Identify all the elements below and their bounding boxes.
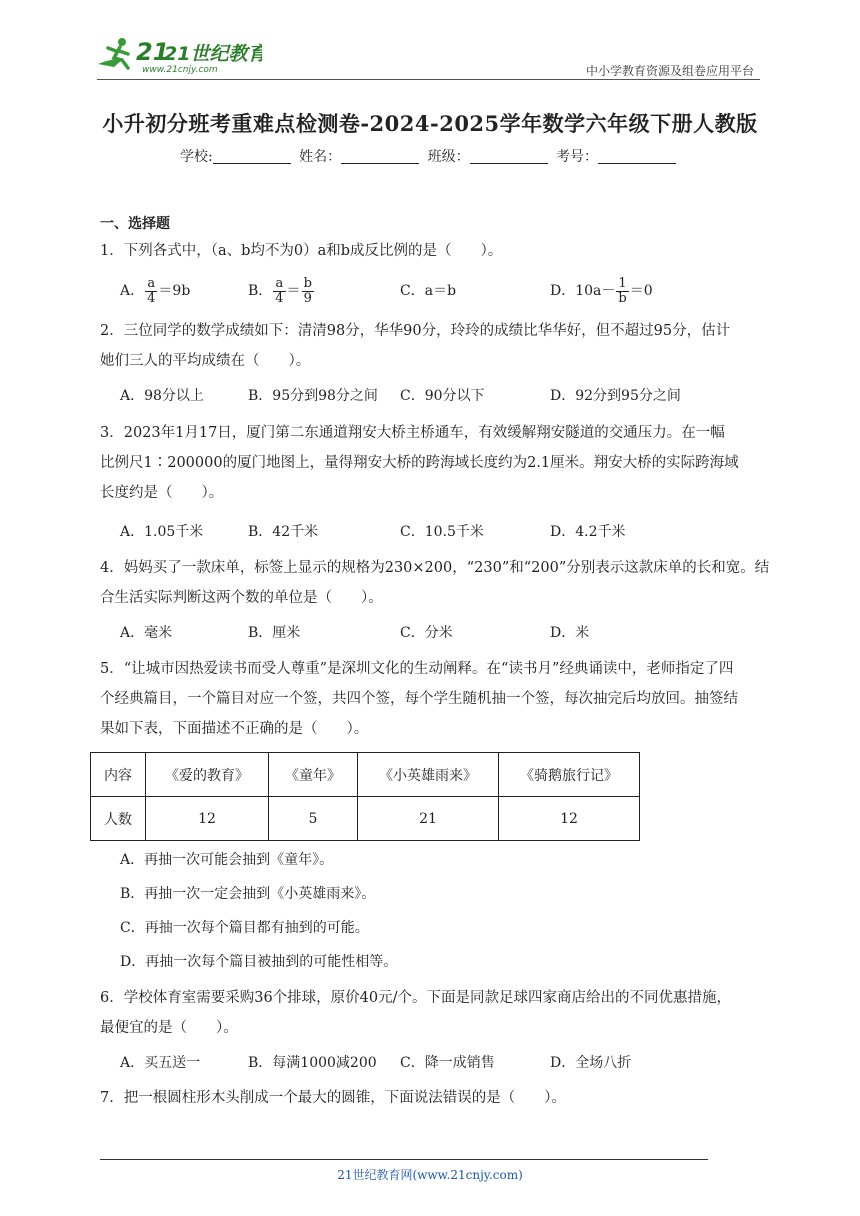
option-d[interactable]: D．10a－ $\frac{1}{b}$ ＝0 [550,275,653,306]
table-row [91,797,640,841]
table-cell: 《童年》 [269,753,358,797]
option-d[interactable]: D．再抽一次每个篇目被抽到的可能性相等。 [120,954,398,970]
table-cell: 12 [499,797,640,841]
option-d[interactable]: D．米 [550,625,590,641]
option-b[interactable]: B．42千米 [248,524,319,540]
question-2-options [120,381,780,411]
question-6: 6．学校体育室需要采购36个排球，原价40元/个。下面是同款足球四家商店给出的不同优惠措施， 最便宜的是（ ）。 [100,990,732,1036]
question-4-options [120,618,780,648]
option-a[interactable]: A． $\frac{a}{4}$ ＝9b [120,275,191,306]
option-c[interactable]: C．降一成销售 [400,1055,495,1071]
table-cell: 《骑鹅旅行记》 [499,753,640,797]
runner-logo-icon [92,34,262,78]
question-3: 3．2023年1月17日，厦门第二东通道翔安大桥主桥通车，有效缓解翔安隧道的交通压力。在一幅 比例尺1∶200000的厦门地图上，量得翔安大桥的跨海域长度约为2.1厘米。翔安大桥的实际跨海域 长度约是（ ）。 [100,425,739,501]
option-a[interactable]: A．98分以上 [120,388,204,404]
question-2: 2．三位同学的数学成绩如下：清清98分，华华90分，玲玲的成绩比华华好，但不超过95分，估计 她们三人的平均成绩在（ ）。 [100,323,731,369]
option-b[interactable]: B．再抽一次一定会抽到《小英雄雨来》。 [120,886,376,902]
header-divider [97,79,760,80]
option-c[interactable]: C．10.5千米 [400,524,484,540]
school-field[interactable] [213,149,291,164]
table-cell: 《爱的教育》 [146,753,269,797]
table-cell: 《小英雄雨来》 [358,753,499,797]
class-label: 班级： [427,149,470,165]
footer-divider [100,1159,708,1160]
question-4: 4．妈妈买了一款床单，标签上显示的规格为230×200，“230”和“200”分别表示这款床单的长和宽。结 合生活实际判断这两个数的单位是（ ）。 [100,560,770,606]
draw-results-table [90,752,640,841]
table-cell: 内容 [91,753,146,797]
footer-link[interactable]: 21世纪教育网(www.21cnjy.com) [337,1168,523,1182]
question-1-options [120,276,780,306]
name-field[interactable] [341,149,419,164]
option-c[interactable]: C．分米 [400,625,453,641]
option-c[interactable]: C．a＝b [400,283,457,299]
svg-text:21: 21 [136,38,170,66]
table-cell: 12 [146,797,269,841]
option-a[interactable]: A．买五送一 [120,1055,201,1071]
question-1: 1．下列各式中，（a、b均不为0）a和b成反比例的是（ ）。 [100,243,503,259]
option-b[interactable]: B．每满1000减200 [248,1055,377,1071]
svg-text:21世纪教育: 21世纪教育 [164,43,262,65]
table-row [91,753,640,797]
question-3-options [120,517,780,547]
option-d[interactable]: D．4.2千米 [550,524,626,540]
site-logo[interactable] [92,34,262,78]
svg-text:www.21cnjy.com: www.21cnjy.com [142,65,218,75]
exam-title: 小升初分班考重难点检测卷-2024-2025学年数学六年级下册人教版 [102,111,758,136]
table-cell: 人数 [91,797,146,841]
exam-no-label: 考号： [556,149,599,165]
option-c[interactable]: C．90分以下 [400,388,485,404]
question-7: 7．把一根圆柱形木头削成一个最大的圆锥，下面说法错误的是（ ）。 [100,1090,566,1106]
option-b[interactable]: B． $\frac{a}{4}$ ＝ $\frac{b}{9}$ [248,275,312,306]
table-cell: 5 [269,797,358,841]
option-b[interactable]: B．95分到98分之间 [248,388,378,404]
name-label: 姓名： [299,149,342,165]
option-a[interactable]: A．1.05千米 [120,524,204,540]
table-cell: 21 [358,797,499,841]
option-a[interactable]: A．毫米 [120,625,173,641]
option-d[interactable]: D．92分到95分之间 [550,388,681,404]
school-label: 学校: [179,149,213,165]
question-5: 5．“让城市因热爱读书而受人尊重”是深圳文化的生动阐释。在“读书月”经典诵读中，老师指定了四 个经典篇目，一个篇目对应一个签，共四个签，每个学生随机抽一个签，每次抽完后均放回。抽签结 果如下表，下面描述不正确的是（ ）。 [100,661,738,737]
option-d[interactable]: D．全场八折 [550,1055,632,1071]
option-c[interactable]: C．再抽一次每个篇目都有抽到的可能。 [120,920,369,936]
option-b[interactable]: B．厘米 [248,625,301,641]
class-field[interactable] [470,149,548,164]
section-heading: 一、选择题 [100,216,170,232]
exam-no-field[interactable] [598,149,676,164]
student-info [0,146,860,166]
platform-name: 中小学教育资源及组卷应用平台 [585,64,754,78]
question-6-options [120,1048,780,1078]
option-a[interactable]: A．再抽一次可能会抽到《童年》。 [120,852,334,868]
